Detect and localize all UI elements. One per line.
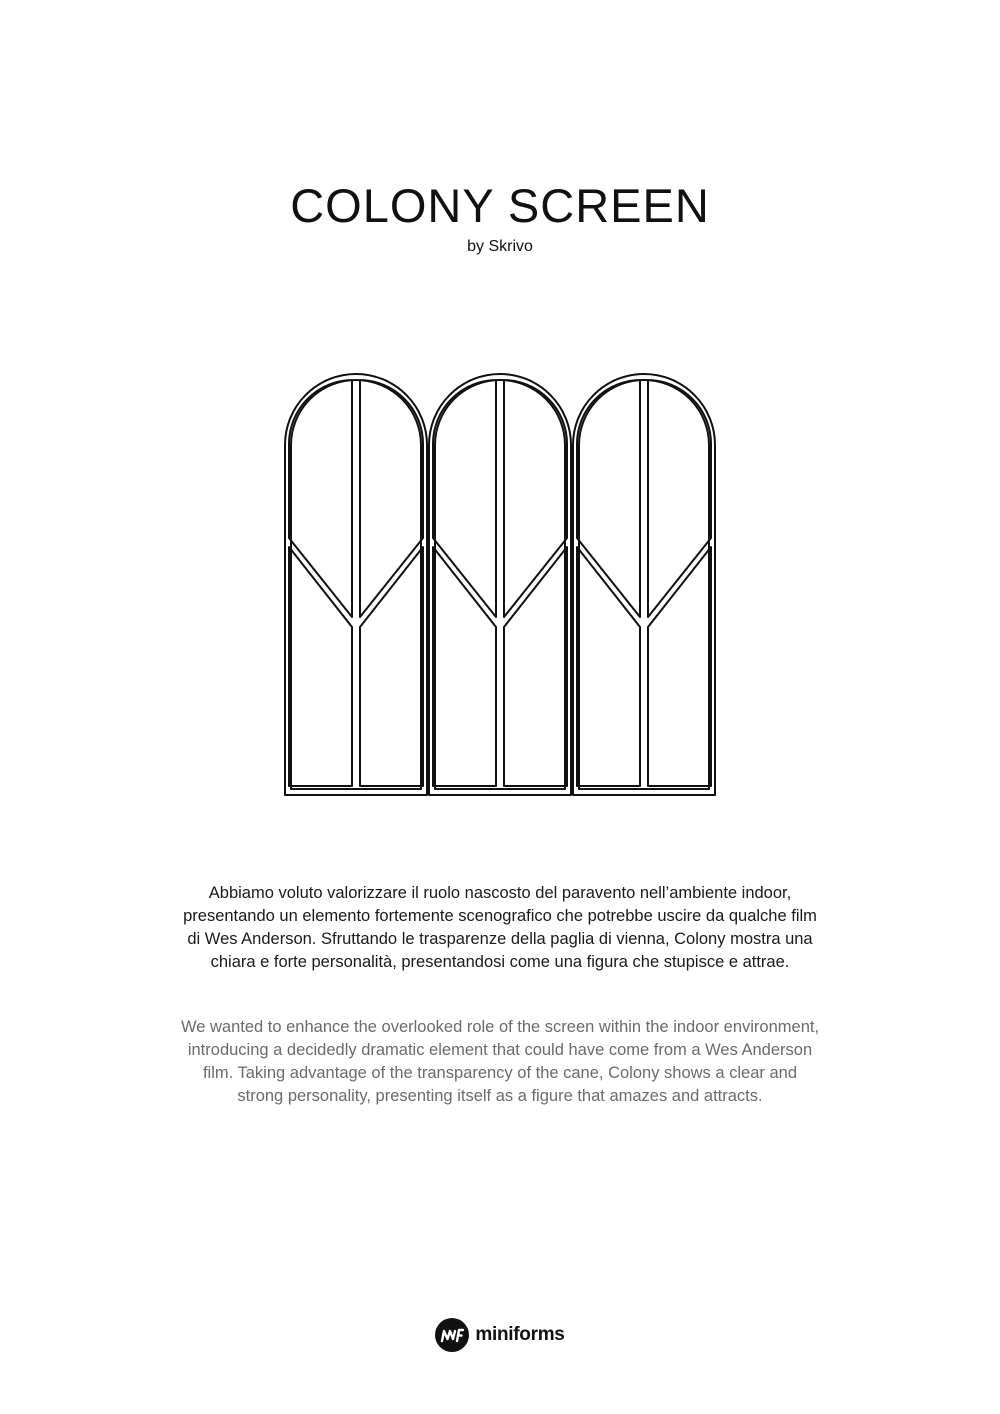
brand-logo [0, 1318, 1000, 1352]
miniforms-logo-icon [435, 1318, 469, 1352]
page-title: COLONY SCREEN [290, 179, 710, 232]
description-italian: Abbiamo voluto valorizzare il ruolo nascosto del paravento nell’ambiente indoor, presentando un elemento fortemente scenografico che potrebbe uscire da qualche film di Wes Anderson. Sfruttando le trasparenze della paglia di vienna, Colony mostra una chiara e forte personalità, presentandosi come una figura che stupisce e attrae. [183, 884, 817, 971]
screen-panel-2 [429, 374, 571, 795]
arched-folding-screen-icon [280, 370, 720, 800]
description-english: We wanted to enhance the overlooked role of the screen within the indoor environment, introducing a decidedly dramatic element that could have come from a Wes Anderson film. Taking advantage of the transparency of the cane, Colony shows a clear and strong personality, presenting itself as a figure that amazes and attracts. [180, 1018, 820, 1105]
screen-panel-3 [573, 374, 715, 795]
screen-panel-1 [285, 374, 427, 795]
brand-name: miniforms [475, 1324, 565, 1345]
designer-credit: by Skrivo [467, 238, 533, 255]
